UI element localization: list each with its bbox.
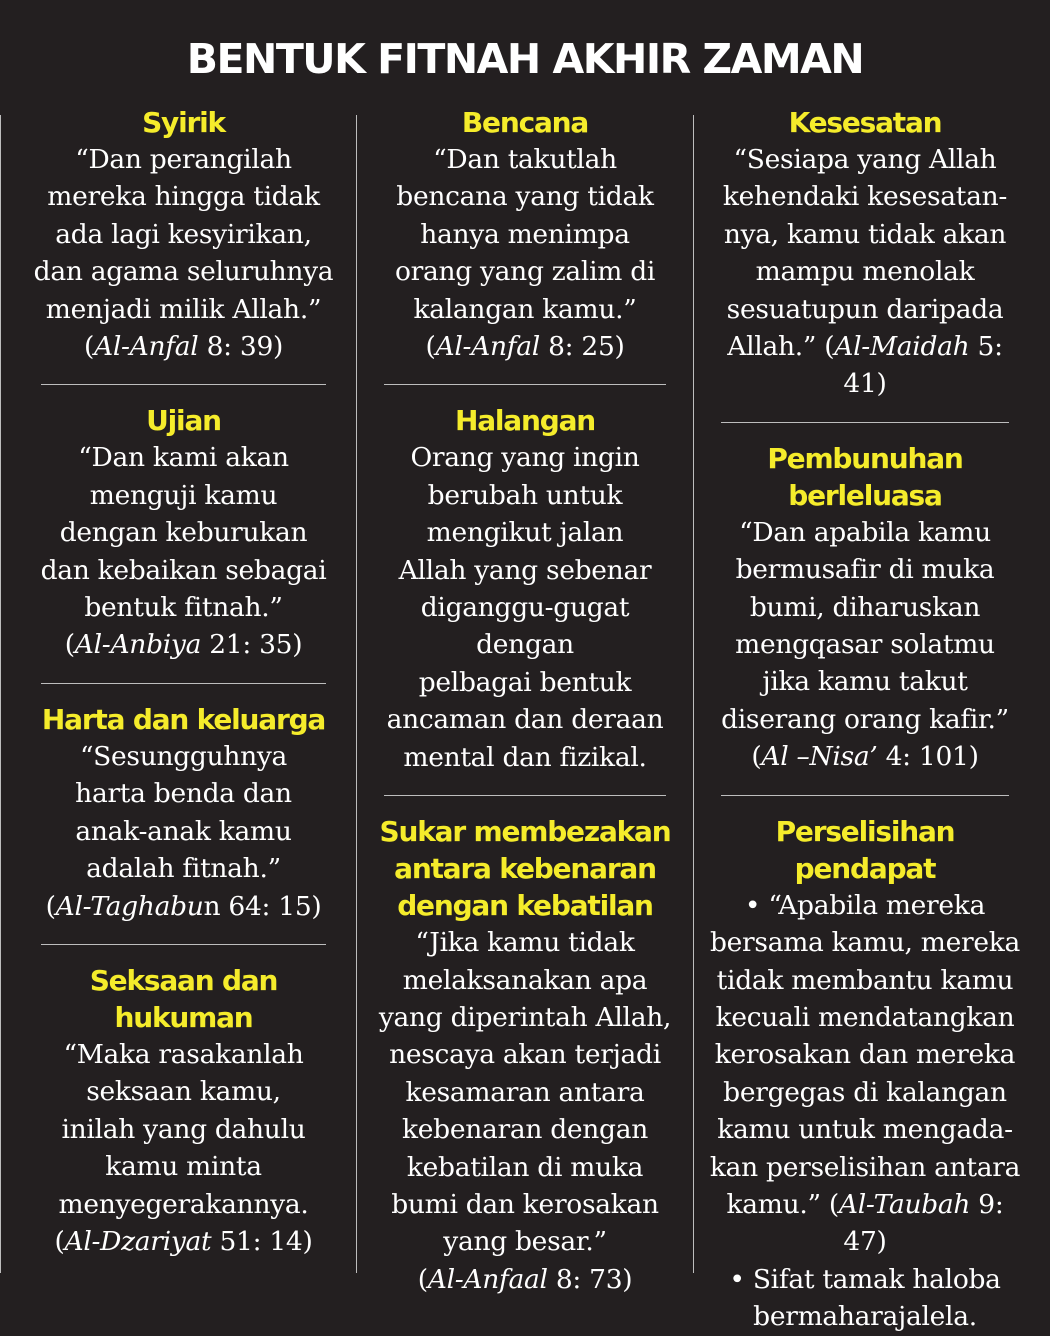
quote-line: dengan keburukan — [59, 517, 308, 549]
section-heading: Seksaan dan — [89, 963, 278, 997]
quote-line: adalah fitnah.” — [86, 853, 281, 885]
section-heading: berleluasa — [788, 478, 942, 512]
quote-line: mengqasar solatmu — [735, 629, 995, 661]
verse-number: 9: 47) — [843, 1188, 1004, 1258]
quote-line: bencana yang tidak — [396, 181, 654, 213]
column-3 — [707, 104, 1023, 1336]
fitnah-section — [27, 962, 340, 1260]
quote-line: yang besar.” — [443, 1226, 607, 1258]
fitnah-section — [707, 813, 1023, 1336]
verse-reference — [707, 328, 1023, 403]
quote-line: kehendaki kesesatan- — [722, 181, 1008, 213]
reference-prefix: ( — [425, 331, 436, 363]
verse-number: 8: 25) — [539, 331, 625, 363]
quote-line: bumi, diharuskan — [749, 591, 981, 623]
quote-line: “Sesiapa yang Allah — [733, 144, 997, 175]
section-separator — [384, 384, 666, 385]
section-separator — [721, 422, 1009, 423]
verse-reference — [27, 1223, 340, 1260]
section-heading: Sukar membezakan — [379, 815, 671, 849]
quote-line: harta benda dan — [75, 778, 292, 810]
fitnah-section — [27, 701, 340, 925]
column-1 — [27, 104, 340, 1260]
surah-name: Al-Anfal — [93, 331, 199, 363]
section-heading: Syirik — [142, 106, 225, 139]
column-divider-2 — [693, 115, 694, 1273]
quote-line: bentuk fitnah.” — [84, 592, 283, 624]
section-heading: hukuman — [114, 1000, 253, 1034]
quote-line: ada lagi kesyirikan, — [55, 218, 312, 250]
column-divider-left — [0, 115, 1, 1273]
section-heading: Kesesatan — [788, 106, 942, 139]
section-separator — [384, 795, 666, 796]
fitnah-section — [370, 104, 680, 365]
section-heading: Bencana — [461, 106, 589, 139]
quote-line: bersama kamu, mereka — [710, 927, 1020, 959]
surah-name: Al-Taubah — [838, 1188, 971, 1220]
quote-line: nya, kamu tidak akan — [723, 218, 1007, 250]
quote-line: mampu menolak — [755, 256, 975, 288]
fitnah-section — [370, 813, 680, 1298]
quote-line: kamu minta — [105, 1151, 262, 1183]
section-separator — [721, 795, 1009, 796]
column-divider-1 — [356, 115, 357, 1273]
section-separator — [41, 944, 326, 945]
verse-number: 8: 73) — [547, 1263, 633, 1295]
quote-line: sesuatupun daripada — [726, 293, 1004, 325]
quote-line: kerosakan dan mereka — [714, 1039, 1016, 1071]
fitnah-section — [707, 104, 1023, 403]
surah-name: Al-Maidah — [834, 331, 970, 363]
quote-line: anak-anak kamu — [75, 815, 292, 847]
quote-line: melaksanakan apa — [402, 964, 648, 996]
verse-reference — [707, 1186, 1023, 1261]
section-heading: Perselisihan — [775, 814, 955, 848]
quote-line: mental dan fizikal. — [403, 741, 647, 773]
quote-line: bumi dan kerosakan — [391, 1188, 659, 1220]
quote-line: Orang yang ingin — [410, 442, 640, 474]
verse-number: 5: 41) — [843, 331, 1003, 400]
quote-line: menguji kamu — [89, 479, 278, 511]
verse-number: 21: 35) — [201, 629, 303, 661]
quote-line: inilah yang dahulu — [61, 1113, 306, 1145]
section-heading: antara kebenaran — [394, 852, 656, 886]
quote-line: nescaya akan terjadi — [389, 1039, 661, 1071]
quote-line: kebatilan di muka — [406, 1151, 644, 1183]
quote-line: berubah untuk — [427, 479, 623, 511]
fitnah-section — [27, 402, 340, 663]
section-heading: Ujian — [146, 404, 221, 438]
quote-line: seksaan kamu, — [86, 1076, 281, 1108]
quote-line: dan kebaikan sebagai — [40, 554, 327, 586]
quote-line: menjadi milik Allah.” — [45, 293, 322, 325]
verse-number: 51: 14) — [211, 1225, 313, 1257]
page-title: BENTUK FITNAH AKHIR ZAMAN — [186, 35, 864, 83]
reference-prefix: ( — [54, 1225, 65, 1257]
verse-reference — [27, 626, 340, 663]
quote-line: Allah yang sebenar — [398, 554, 652, 586]
reference-prefix: kamu.” ( — [726, 1188, 839, 1220]
quote-line: “Dan perangilah — [75, 144, 292, 175]
quote-line: jika kamu takut — [762, 666, 968, 698]
fitnah-section — [370, 402, 680, 776]
quote-line: “Maka rasakanlah — [63, 1038, 304, 1070]
quote-line: kan perselisihan antara — [709, 1151, 1021, 1183]
reference-prefix: ( — [83, 331, 94, 363]
section-heading: Harta dan keluarga — [41, 702, 326, 736]
quote-line: • Sifat tamak haloba — [729, 1263, 1001, 1295]
quote-line: menyegerakannya. — [58, 1188, 309, 1220]
verse-reference — [27, 328, 340, 365]
verse-reference — [707, 738, 1023, 775]
surah-name: Al-Anfaal — [427, 1263, 548, 1295]
quote-line: kalangan kamu.” — [413, 293, 637, 325]
quote-line: hanya menimpa — [420, 218, 630, 250]
quote-line: bermusafir di muka — [735, 554, 995, 586]
quote-line: bergegas di kalangan — [723, 1076, 1007, 1108]
reference-prefix: ( — [751, 741, 762, 773]
verse-reference — [370, 1261, 680, 1298]
surah-name: Al-Anfal — [435, 331, 540, 363]
quote-line: mereka hingga tidak — [47, 181, 320, 213]
section-heading: pendapat — [794, 851, 936, 885]
verse-number: n 64: 15) — [203, 890, 322, 922]
surah-name: Al-Dzariyat — [64, 1225, 212, 1257]
quote-line: dan agama seluruhnya — [33, 256, 334, 288]
reference-prefix: ( — [45, 890, 56, 922]
surah-name: Al-Anbiya — [74, 629, 202, 661]
surah-name: Al –Nisa’ — [761, 741, 878, 773]
quote-line: diganggu-gugat dengan — [420, 592, 630, 661]
verse-reference — [27, 888, 340, 925]
quote-line: kecuali mendatangkan — [715, 1001, 1015, 1033]
quote-line: kamu untuk mengada- — [717, 1114, 1013, 1146]
quote-line: kebenaran dengan — [402, 1114, 648, 1146]
section-separator — [41, 384, 326, 385]
column-2 — [370, 104, 680, 1298]
quote-line: mengikut jalan — [426, 517, 624, 549]
quote-line: kesamaran antara — [405, 1076, 645, 1108]
section-separator — [41, 683, 326, 684]
verse-reference — [370, 328, 680, 365]
quote-line: “Dan apabila kamu — [739, 516, 991, 548]
quote-line: “Dan takutlah — [433, 144, 617, 175]
quote-line: tidak membantu kamu — [716, 964, 1014, 996]
quote-line: yang diperintah Allah, — [378, 1001, 672, 1033]
quote-line: “Jika kamu tidak — [415, 927, 635, 959]
verse-number: 4: 101) — [877, 741, 979, 773]
quote-line: pelbagai bentuk — [418, 666, 632, 698]
reference-prefix: Allah.” ( — [727, 331, 835, 363]
quote-line: orang yang zalim di — [394, 256, 656, 288]
quote-line: “Dan kami akan — [78, 442, 289, 474]
surah-name: Al-Taghabu — [55, 890, 204, 922]
verse-number: 8: 39) — [198, 331, 284, 363]
fitnah-section — [707, 440, 1023, 776]
quote-line: ancaman dan deraan — [386, 704, 664, 736]
quote-line: diserang orang kafir.” — [721, 703, 1009, 735]
reference-prefix: ( — [64, 629, 75, 661]
section-heading: Pembunuhan — [767, 441, 963, 475]
reference-prefix: ( — [417, 1263, 428, 1295]
fitnah-section — [27, 104, 340, 365]
quote-line: • “Apabila mereka — [744, 889, 986, 921]
quote-line: “Sesungguhnya — [79, 740, 288, 772]
quote-line: bermaharajalela. — [753, 1301, 977, 1333]
section-heading: dengan kebatilan — [397, 889, 653, 923]
section-heading: Halangan — [454, 404, 596, 438]
